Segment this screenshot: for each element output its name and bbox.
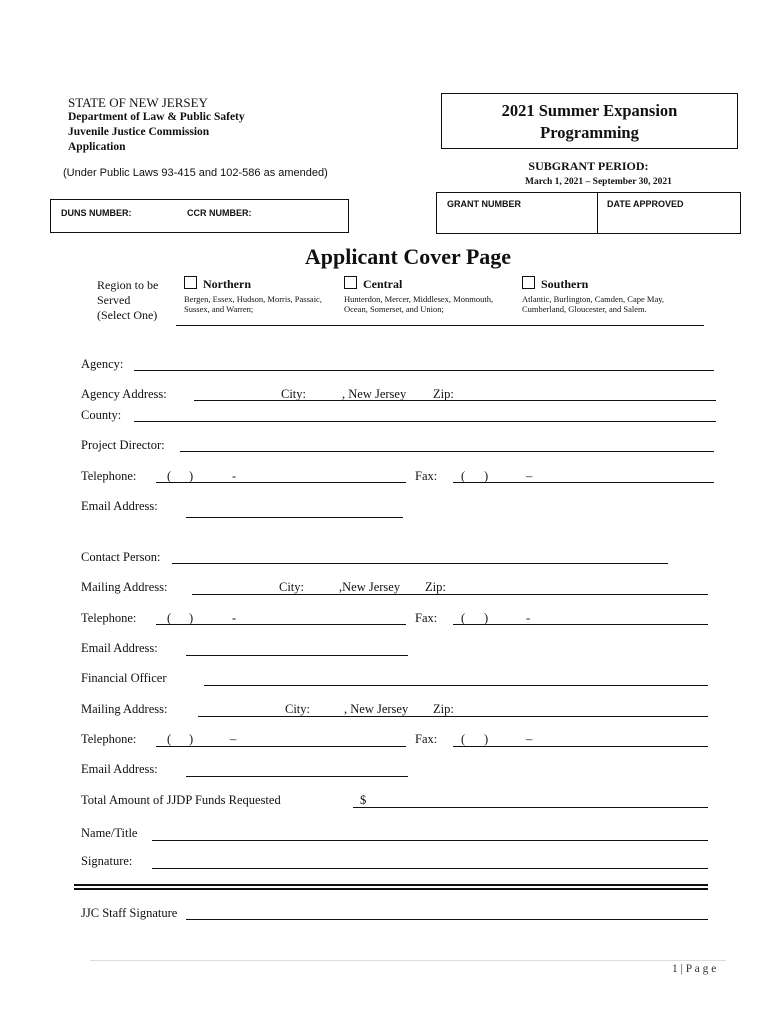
ccr-number-label: CCR NUMBER:: [187, 208, 252, 218]
contact-fax-paren-open: (: [461, 611, 466, 625]
mailing-zip-label: Zip:: [425, 580, 446, 594]
fo-telephone-field[interactable]: [156, 746, 406, 747]
grant-box-divider: [597, 193, 598, 233]
telephone-paren-open: (: [167, 469, 172, 483]
state-name: STATE OF NEW JERSEY: [68, 95, 208, 110]
application-label: Application: [68, 141, 126, 153]
financial-officer-field[interactable]: [204, 685, 708, 686]
region-underline: [176, 325, 704, 326]
department-name: Department of Law & Public Safety: [68, 111, 245, 123]
telephone-label: Telephone:: [81, 469, 137, 483]
telephone-field[interactable]: [156, 482, 406, 483]
contact-telephone-field[interactable]: [156, 624, 406, 625]
county-field[interactable]: [134, 421, 716, 422]
total-funds-label: Total Amount of JJDP Funds Requested: [81, 793, 281, 807]
contact-email-field[interactable]: [186, 655, 408, 656]
county-label: County:: [81, 408, 122, 422]
subgrant-period-label: SUBGRANT PERIOD:: [528, 159, 649, 173]
region-option-southern[interactable]: [522, 276, 692, 314]
commission-name: Juvenile Justice Commission: [68, 126, 210, 138]
fo-fax-paren-open: (: [461, 732, 466, 746]
region-option-northern[interactable]: [184, 276, 344, 314]
agency-label: Agency:: [81, 357, 124, 371]
page-number: 1 | P a g e: [672, 963, 717, 975]
fo-mailing-address-label: Mailing Address:: [81, 702, 168, 716]
central-checkbox[interactable]: [344, 276, 357, 289]
laws-note: (Under Public Laws 93-415 and 102-586 as amended): [63, 167, 328, 179]
agency-address-field[interactable]: [194, 400, 716, 401]
telephone-paren-close: ): [189, 469, 194, 483]
southern-checkbox[interactable]: [522, 276, 535, 289]
southern-label: Southern: [541, 277, 589, 291]
southern-counties: Atlantic, Burlington, Camden, Cape May, Cumberland, Gloucester, and Salem.: [522, 294, 665, 314]
fax-dash: –: [526, 469, 533, 483]
divider-top: [74, 884, 708, 886]
fax-label: Fax:: [415, 469, 438, 483]
agency-field[interactable]: [134, 370, 714, 371]
project-director-field[interactable]: [180, 451, 714, 452]
agency-address-label: Agency Address:: [81, 387, 167, 401]
region-label-line1: Region to be: [97, 278, 159, 292]
signature-label: Signature:: [81, 854, 133, 868]
footer-rule: [90, 960, 726, 961]
region-option-central[interactable]: [344, 276, 514, 314]
telephone-dash: -: [232, 469, 237, 483]
central-counties: Hunterdon, Mercer, Middlesex, Monmouth, Ocean, Somerset, and Union;: [344, 294, 494, 314]
signature-field[interactable]: [152, 868, 708, 869]
contact-person-field[interactable]: [172, 563, 668, 564]
region-label: [97, 278, 158, 323]
contact-telephone-label: Telephone:: [81, 611, 137, 625]
contact-fax-paren-close: ): [484, 611, 489, 625]
divider-bottom: [74, 888, 708, 890]
fo-telephone-dash: –: [230, 732, 237, 746]
email-field[interactable]: [186, 517, 403, 518]
mailing-city-label: City:: [279, 580, 305, 594]
program-title-line2: Programming: [540, 123, 639, 142]
contact-person-label: Contact Person:: [81, 550, 161, 564]
mailing-state-label: ,New Jersey: [339, 580, 401, 594]
grant-box: [436, 192, 741, 234]
grant-number-label: GRANT NUMBER: [447, 199, 521, 209]
region-label-line2: Served: [97, 293, 131, 307]
total-funds-field[interactable]: [353, 807, 708, 808]
northern-label: Northern: [203, 277, 251, 291]
fo-email-label: Email Address:: [81, 762, 158, 776]
contact-telephone-paren-close: ): [189, 611, 194, 625]
fo-email-field[interactable]: [186, 776, 408, 777]
agency-city-label: City:: [281, 387, 307, 401]
contact-fax-dash: -: [526, 611, 531, 625]
duns-ccr-box: [50, 199, 349, 233]
fo-telephone-paren-close: ): [189, 732, 194, 746]
fo-zip-label: Zip:: [433, 702, 454, 716]
fo-fax-field[interactable]: [453, 746, 708, 747]
page-title: Applicant Cover Page: [304, 244, 512, 269]
email-label: Email Address:: [81, 499, 158, 513]
agency-zip-label: Zip:: [433, 387, 454, 401]
dollar-sign: $: [360, 793, 367, 807]
contact-fax-label: Fax:: [415, 611, 438, 625]
fo-city-label: City:: [285, 702, 311, 716]
northern-counties: Bergen, Essex, Hudson, Morris, Passaic, Sussex, and Warren;: [184, 294, 322, 314]
northern-checkbox[interactable]: [184, 276, 197, 289]
name-title-label: Name/Title: [81, 826, 138, 840]
fo-state-label: , New Jersey: [344, 702, 409, 716]
program-title-line1: 2021 Summer Expansion: [501, 101, 678, 120]
financial-officer-label: Financial Officer: [81, 671, 167, 685]
fo-fax-dash: –: [526, 732, 533, 746]
jjc-staff-signature-label: JJC Staff Signature: [81, 906, 178, 920]
duns-number-label: DUNS NUMBER:: [61, 208, 132, 218]
fax-paren-open: (: [461, 469, 466, 483]
fo-fax-paren-close: ): [484, 732, 489, 746]
program-title-box: [441, 93, 738, 149]
contact-email-label: Email Address:: [81, 641, 158, 655]
jjc-staff-signature-field[interactable]: [186, 919, 708, 920]
mailing-address-field[interactable]: [192, 594, 708, 595]
subgrant-period-dates: March 1, 2021 – September 30, 2021: [525, 177, 672, 187]
contact-telephone-paren-open: (: [167, 611, 172, 625]
date-approved-label: DATE APPROVED: [607, 199, 684, 209]
name-title-field[interactable]: [152, 840, 708, 841]
project-director-label: Project Director:: [81, 438, 165, 452]
central-label: Central: [363, 277, 403, 291]
fo-telephone-label: Telephone:: [81, 732, 137, 746]
agency-state-label: , New Jersey: [342, 387, 407, 401]
contact-fax-field[interactable]: [453, 624, 708, 625]
fax-field[interactable]: [453, 482, 714, 483]
fo-fax-label: Fax:: [415, 732, 438, 746]
mailing-address-label: Mailing Address:: [81, 580, 168, 594]
fo-telephone-paren-open: (: [167, 732, 172, 746]
contact-telephone-dash: -: [232, 611, 237, 625]
region-label-line3: (Select One): [97, 308, 158, 322]
fax-paren-close: ): [484, 469, 489, 483]
